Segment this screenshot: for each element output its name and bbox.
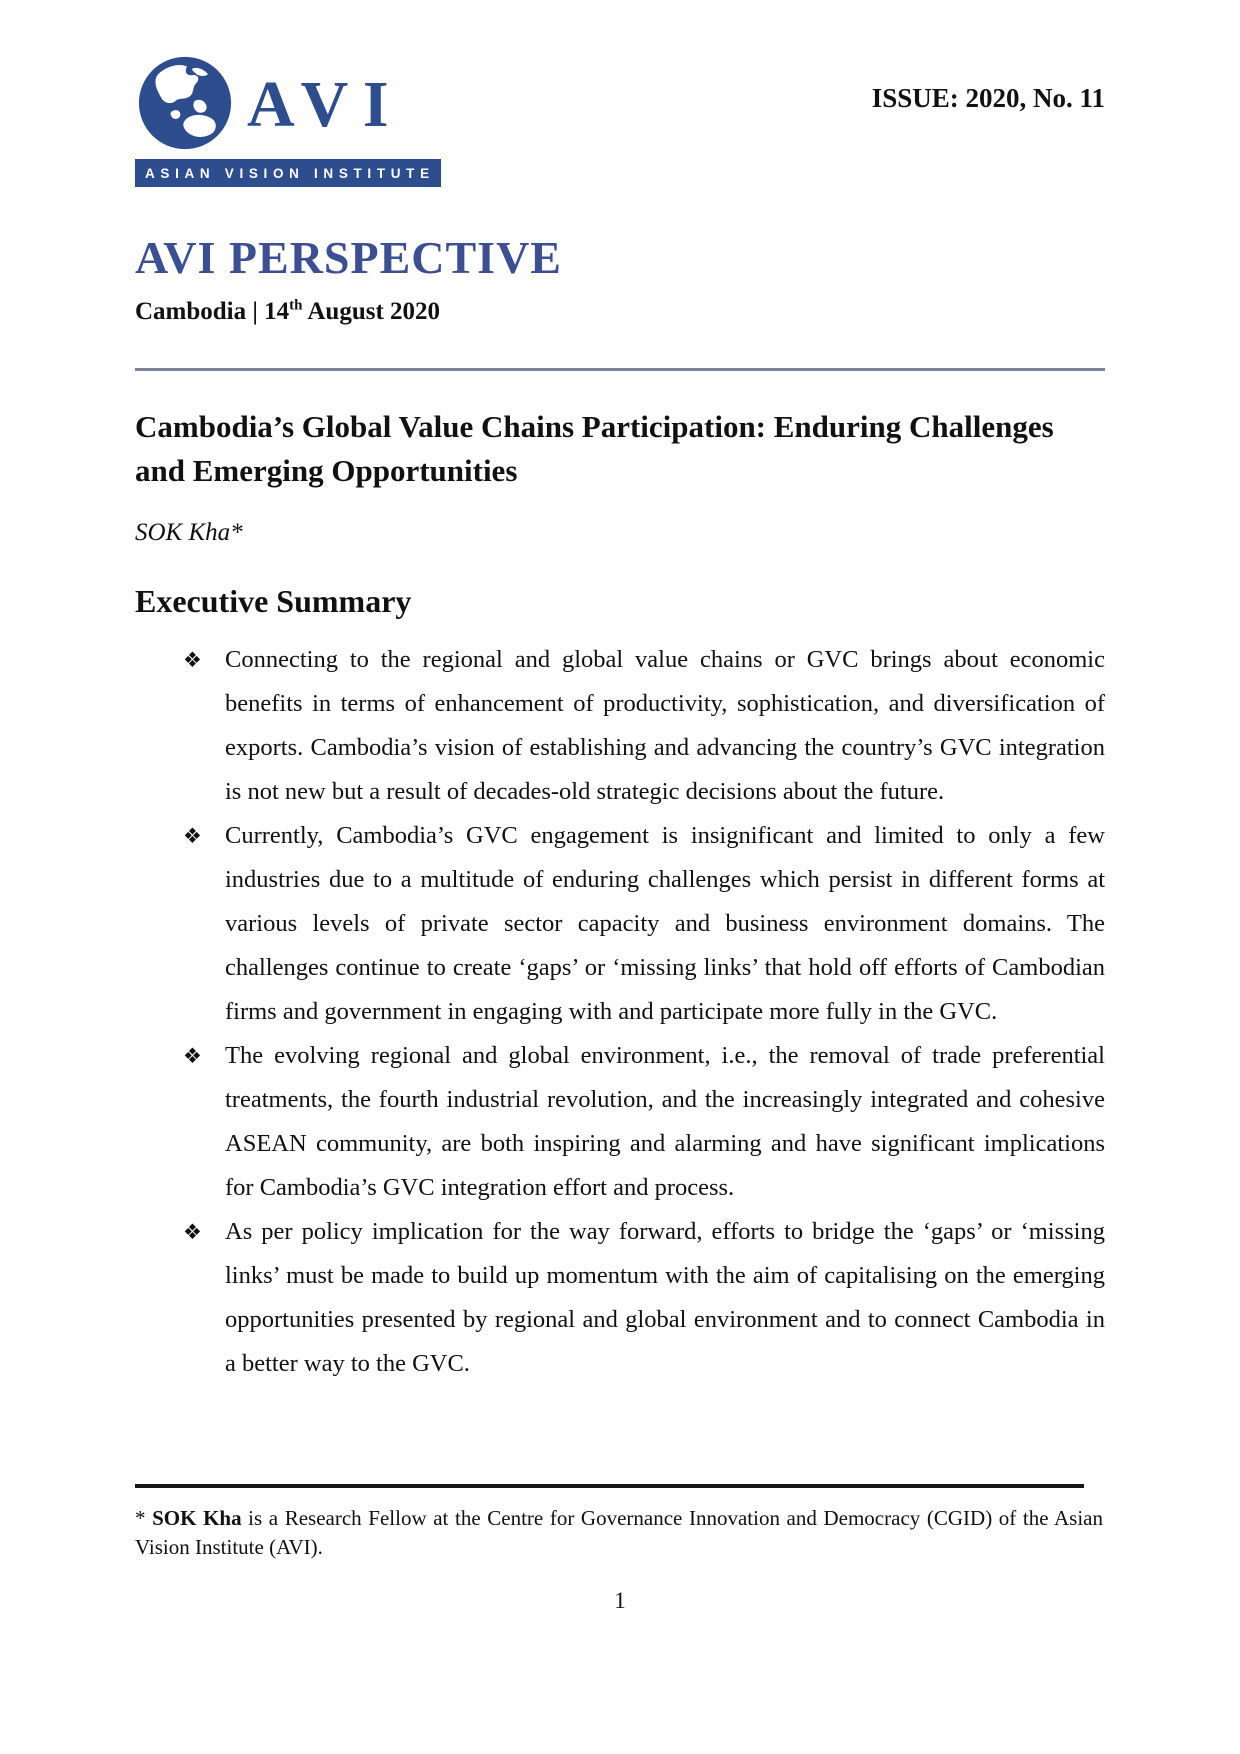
- dateline-suffix: August 2020: [302, 298, 441, 325]
- avi-logo: [135, 55, 441, 187]
- bullet-text: The evolving regional and global environment, i.e., the removal of trade preferential treatments, the fourth industrial revolution, and the increasingly integrated and cohesive ASEAN community, are both inspiring and alarming and have significant implications for Cambodia’s GVC integration effort and process.: [225, 1042, 1105, 1202]
- diamond-bullet-icon: ❖: [183, 1044, 202, 1069]
- page-number: 1: [614, 1588, 626, 1613]
- footnote-divider: [135, 1484, 1084, 1488]
- logo-banner: ASIAN VISION INSTITUTE: [135, 159, 441, 187]
- bullet-text: Connecting to the regional and global value chains or GVC brings about economic benefits in terms of enhancement of productivity, sophistication, and diversification of exports. Cambodia’s vision of establishing and advancing the country’s GVC integration is not new but a result of decades-old strategic decisions about the future.: [225, 646, 1105, 806]
- section-heading: Executive Summary: [135, 583, 412, 620]
- article-heading: Cambodia’s Global Value Chains Participation: Enduring Challenges and Emerging Opportunities: [135, 409, 1054, 489]
- diamond-bullet-icon: ❖: [183, 1220, 202, 1245]
- page-header: [135, 0, 1105, 187]
- bullet-text: Currently, Cambodia’s GVC engagement is insignificant and limited to only a few industries due to a multitude of enduring challenges which persist in different forms at various levels of private sector capacity and business environment domains. The challenges continue to create ‘gaps’ or ‘missing links’ that hold off efforts of Cambodian firms and government in engaging with and participate more fully in the GVC.: [225, 822, 1105, 1026]
- dateline: [135, 298, 1105, 326]
- footnote-author: SOK Kha: [152, 1506, 242, 1530]
- executive-summary-list: [135, 638, 1105, 1386]
- diamond-bullet-icon: ❖: [183, 824, 202, 849]
- footnote-rest: is a Research Fellow at the Centre for Governance Innovation and Democracy (CGID) of the Asian Vision Institute (AVI).: [135, 1506, 1103, 1559]
- logo-acronym: AVI: [247, 68, 404, 141]
- dateline-ordinal: th: [289, 297, 303, 314]
- dateline-prefix: Cambodia | 14: [135, 298, 290, 325]
- author-byline: SOK Kha*: [135, 519, 243, 547]
- publication-title: AVI PERSPECTIVE: [135, 232, 562, 283]
- list-item: [135, 814, 1105, 1034]
- bullet-text: As per policy implication for the way forward, efforts to bridge the ‘gaps’ or ‘missing links’ must be made to build up momentum with the aim of capitalising on the emerging opportunities presented by regional and global environment and to connect Cambodia in a better way to the GVC.: [225, 1218, 1105, 1378]
- issue-label: ISSUE: 2020, No. 11: [871, 83, 1105, 113]
- globe-icon: [137, 55, 233, 151]
- diamond-bullet-icon: ❖: [183, 648, 202, 673]
- list-item: [135, 638, 1105, 814]
- footnote-marker: *: [135, 1506, 153, 1530]
- footnote-text: [135, 1504, 1103, 1562]
- list-item: [135, 1210, 1105, 1386]
- header-divider: [135, 368, 1105, 371]
- list-item: [135, 1034, 1105, 1210]
- footnote: [135, 1484, 1103, 1562]
